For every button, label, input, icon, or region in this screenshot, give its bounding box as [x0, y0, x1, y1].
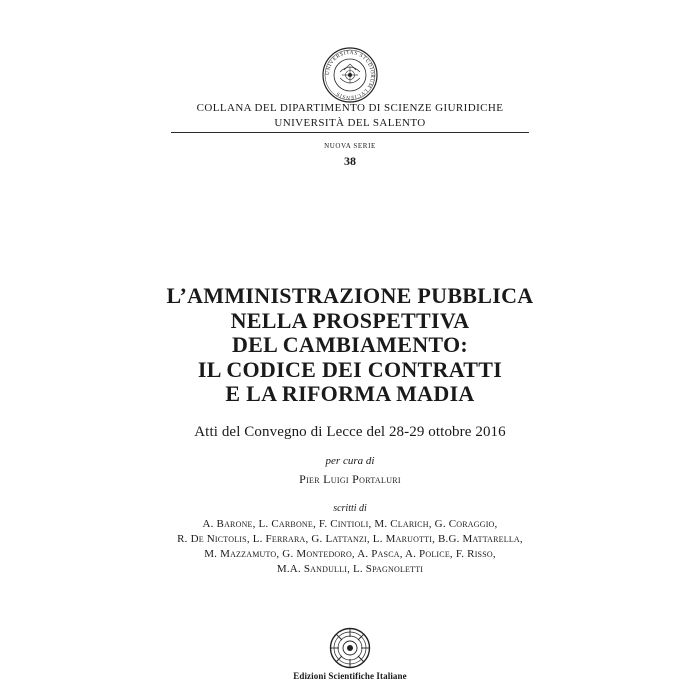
university-name: UNIVERSITÀ DEL SALENTO: [274, 117, 426, 129]
title-line: NELLA PROSPETTIVA: [230, 307, 470, 333]
series-name: COLLANA DEL DIPARTIMENTO DI SCIENZE GIURIDICHE: [196, 102, 504, 114]
header-rule: [171, 132, 529, 133]
scritti-label: scritti di: [333, 503, 367, 514]
publisher-name: Edizioni Scientifiche Italiane: [293, 671, 407, 681]
title-line: L’AMMINISTRAZIONE PUBBLICA: [166, 283, 534, 308]
series-number: 38: [344, 154, 356, 168]
seal-text: UNIVERSITAS STUDIORUM LYCIENSIS: [324, 49, 376, 101]
per-cura-label: per cura di: [325, 455, 375, 467]
title-line: DEL CAMBIAMENTO:: [231, 332, 469, 357]
editor-name: Pier Luigi Portaluri: [299, 472, 401, 486]
book-title: [0, 284, 700, 407]
publisher-logo: [329, 627, 371, 669]
nuova-serie-label: NUOVA SERIE: [324, 142, 376, 150]
authors-line: R. De Nictolis, L. Ferrara, G. Lattanzi, L. Maruotti, B.G. Mattarella,: [177, 533, 523, 545]
series-header: [0, 101, 700, 131]
authors-line: M. Mazzamuto, G. Montedoro, A. Pasca, A. Police, F. Risso,: [204, 548, 496, 560]
book-subtitle: Atti del Convegno di Lecce del 28-29 ottobre 2016: [194, 424, 506, 440]
authors-line: M.A. Sandulli, L. Spagnoletti: [276, 563, 424, 575]
authors-list: [0, 517, 700, 577]
title-line: IL CODICE DEI CONTRATTI: [197, 356, 503, 382]
university-seal-logo: [322, 47, 378, 103]
authors-line: A. Barone, L. Carbone, F. Cintioli, M. Clarich, G. Coraggio,: [202, 518, 498, 530]
title-line: E LA RIFORMA MADIA: [225, 381, 475, 406]
